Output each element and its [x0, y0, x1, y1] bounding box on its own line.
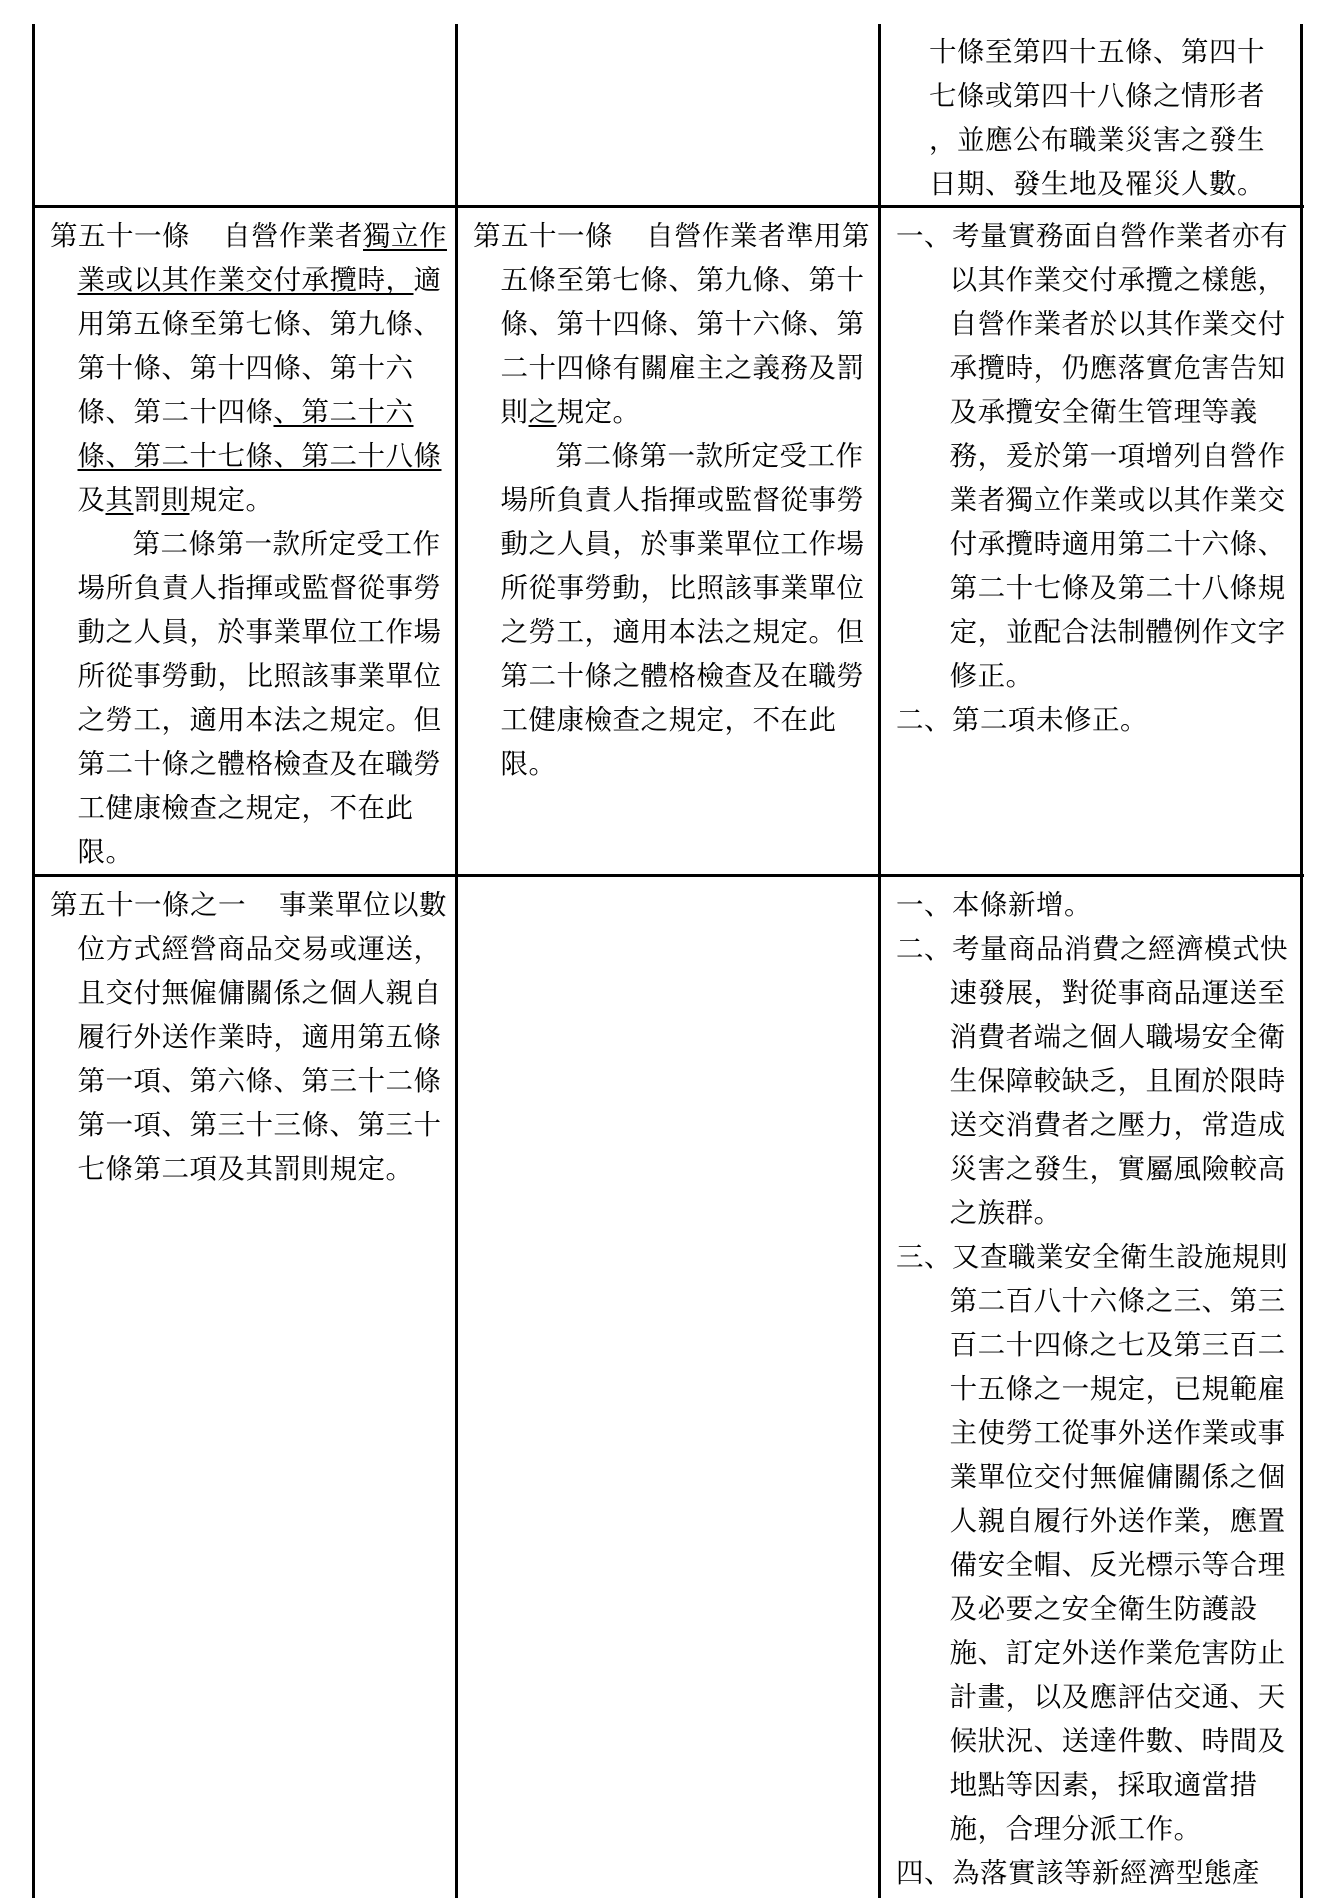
text-line: 十條至第四十五條、第四十 — [929, 36, 1265, 68]
article-51-amended — [50, 214, 448, 874]
table-border-left — [32, 24, 35, 1898]
added-text: 則 — [161, 484, 190, 516]
article-51-current-para2: 第二條第一款所定受工作場所負責人指揮或監督從事勞動之人員，於事業單位工作場所從事勞動，比照該事業單位之勞工，適用本法之規定。但第二十條之體格檢查及在職勞工健康檢查之規定，不在此限。 — [500, 440, 865, 780]
text-line: 七條或第四十八條之情形者 — [929, 80, 1265, 112]
row-divider-2 — [32, 874, 1304, 877]
explanation-item: 一、考量實務面自營作業者亦有以其作業交付承攬之樣態，自營作業者於以其作業交付承攬時，仍應落實危害告知及承攬安全衛生管理等義務，爰於第一項增列自營作業者獨立作業或以其作業交付承攬時適用第二十六條、第二十七條及第二十八條規定，並配合法制體例作文字修正。 — [896, 220, 1288, 692]
article-51-amended-para2: 第二條第一款所定受工作場所負責人指揮或監督從事勞動之人員，於事業單位工作場所從事勞動，比照該事業單位之勞工，適用本法之規定。但第二十條之體格檢查及在職勞工健康檢查之規定，不在此限。 — [77, 528, 442, 868]
continuation-explanation — [886, 30, 1294, 206]
explanation-item: 二、第二項未修正。 — [896, 704, 1148, 736]
comparison-table — [32, 24, 1304, 1898]
article-51-1-para1: 第五十一條之一 事業單位以數位方式經營商品交易或運送，且交付無僱傭關係之個人親自履行外送作業時，適用第五條第一項、第六條、第三十二條第一項、第三十三條、第三十七條第二項及其罰則規定。 — [50, 889, 447, 1185]
column-divider-2 — [878, 24, 881, 1898]
article-51-current-para1: 第五十一條 自營作業者準用第五條至第七條、第九條、第十條、第十四條、第十六條、第二十四條有關雇主之義務及罰則之規定。 — [473, 220, 870, 428]
added-text: 、第二十六條、第二十七條、第二十八條 — [77, 396, 442, 472]
article-51-1-new — [50, 883, 448, 1191]
explanation-item: 四、為落實該等新經濟型態產 — [896, 1857, 1260, 1889]
table-border-right — [1300, 24, 1303, 1898]
article-51-current — [473, 214, 871, 786]
explanation-item: 二、考量商品消費之經濟模式快速發展，對從事商品運送至消費者端之個人職場安全衛生保障較缺乏，且囿於限時送交消費者之壓力，常造成災害之發生，實屬風險較高之族群。 — [896, 933, 1288, 1229]
added-text: 獨立作業或以其作業交付承攬時， — [77, 220, 447, 296]
article-51-1-explanation — [896, 883, 1294, 1895]
article-51-explanation — [896, 214, 1294, 742]
text-line: ，並應公布職業災害之發生 — [929, 124, 1265, 156]
article-heading: 第五十一條之一 — [50, 889, 246, 921]
deleted-text: 之 — [528, 396, 557, 428]
article-heading: 第五十一條 — [473, 220, 613, 252]
text-line: 日期、發生地及罹災人數。 — [929, 168, 1265, 200]
column-divider-1 — [455, 24, 458, 1898]
article-heading: 第五十一條 — [50, 220, 190, 252]
added-text: 其 — [105, 484, 134, 516]
explanation-item: 三、又查職業安全衛生設施規則第二百八十六條之三、第三百二十四條之七及第三百二十五條之一規定，已規範雇主使勞工從事外送作業或事業單位交付無僱傭關係之個人親自履行外送作業，應置備安全帽、反光標示等合理及必要之安全衛生防護設施、訂定外送作業危害防止計畫，以及應評估交通、天候狀況、送達件數、時間及地點等因素，採取適當措施，合理分派工作。 — [896, 1241, 1288, 1845]
explanation-item: 一、本條新增。 — [896, 889, 1092, 921]
article-51-amended-para1: 第五十一條 自營作業者獨立作業或以其作業交付承攬時，適用第五條至第七條、第九條、第十條、第十四條、第十六條、第二十四條、第二十六條、第二十七條、第二十八條及其罰則規定。 — [50, 220, 447, 516]
